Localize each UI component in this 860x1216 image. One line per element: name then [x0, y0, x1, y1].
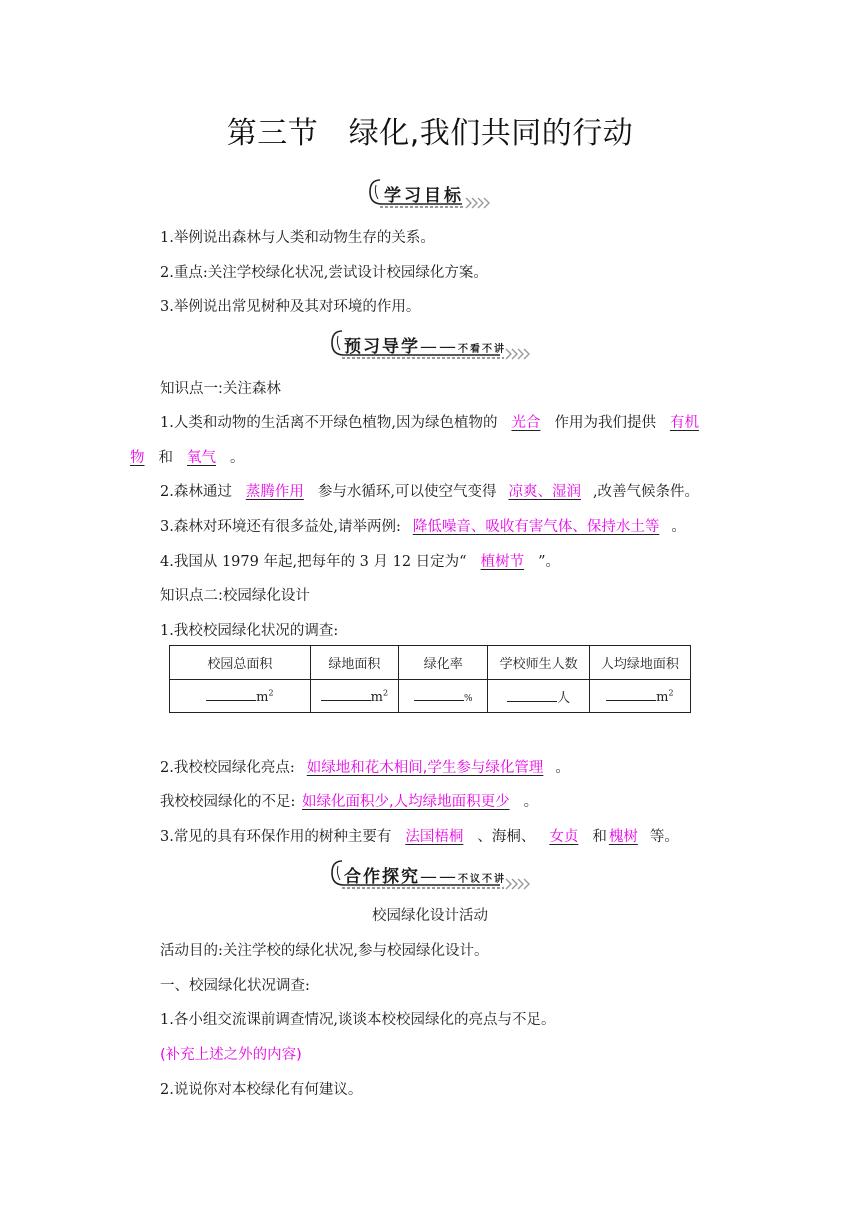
table-cell[interactable]: $m^2$: [589, 680, 690, 713]
table-header: 校园总面积: [170, 646, 311, 680]
objective-item: 2.重点:关注学校绿化状况,尝试设计校园绿化方案。: [160, 265, 488, 281]
question-4: 4.我国从 1979 年起,把每年的 3 月 12 日定为“ 植树节 ”。: [160, 554, 561, 570]
banner-main: 预习导学: [344, 337, 420, 357]
tree-species-line: 3.常见的具有环保作用的树种主要有 法国梧桐 、海桐、 女贞 和 槐树 等。: [160, 829, 679, 845]
question-1-cont: 物 和 氧气 。: [130, 450, 245, 466]
answer-blank: 槐树: [608, 829, 638, 845]
answer-blank: 氧气: [187, 450, 216, 466]
activity-section: 一、校园绿化状况调查:: [160, 978, 310, 994]
table-header: 绿化率: [399, 646, 488, 680]
shortcoming-line: 我校校园绿化的不足: 如绿化面积少,人均绿地面积更少 。: [160, 794, 539, 810]
table-header: 绿地面积: [310, 646, 398, 680]
table-cell[interactable]: %: [399, 680, 488, 713]
activity-title: 校园绿化设计活动: [372, 908, 488, 924]
answer-blank: 降低噪音、吸收有害气体、保持水土等: [412, 519, 660, 535]
question-3: 3.森林对环境还有很多益处,请举两例: 降低噪音、吸收有害气体、保持水土等 。: [160, 519, 686, 535]
highlight-line: 2.我校校园绿化亮点: 如绿地和花木相间,学生参与绿化管理 。: [160, 760, 570, 776]
table-header: 学校师生人数: [488, 646, 589, 680]
activity-purpose: 活动目的:关注学校的绿化状况,参与校园绿化设计。: [160, 943, 489, 959]
activity-step: 1.各小组交流课前调查情况,谈谈本校校园绿化的亮点与不足。: [160, 1012, 556, 1028]
section-banner-objectives: [366, 176, 492, 210]
table-cell[interactable]: $m^2$: [170, 680, 311, 713]
answer-blank: 物: [130, 450, 145, 466]
answer-blank: 如绿地和花木相间,学生参与绿化管理: [306, 760, 544, 776]
banner-title: [344, 862, 506, 887]
section-banner-cooperate: [328, 857, 532, 891]
table-cell[interactable]: 人: [488, 680, 589, 713]
supplement-note: (补充上述之外的内容): [160, 1047, 302, 1063]
banner-title: 学习目标: [384, 186, 464, 206]
question-1: 1.人类和动物的生活离不开绿色植物,因为绿色植物的 光合 作用为我们提供 有机: [160, 415, 699, 431]
answer-blank: 植树节: [480, 554, 525, 570]
answer-blank: 光合: [511, 415, 541, 431]
table-cell[interactable]: $m^2$: [310, 680, 398, 713]
answer-blank: 女贞: [549, 829, 579, 845]
banner-tail: 不议不讲: [458, 874, 506, 885]
survey-label: 1.我校校园绿化状况的调查:: [160, 623, 339, 639]
banner-dash: ——: [420, 337, 458, 357]
activity-step: 2.说说你对本校绿化有何建议。: [160, 1082, 363, 1098]
question-2: 2.森林通过 蒸腾作用 参与水循环,可以使空气变得 凉爽、湿润 ,改善气候条件。: [160, 484, 700, 500]
kp2-heading: 知识点二:校园绿化设计: [160, 588, 310, 604]
objective-item: 3.举例说出常见树种及其对环境的作用。: [160, 299, 421, 315]
objective-item: 1.举例说出森林与人类和动物生存的关系。: [160, 230, 435, 246]
survey-table: [169, 645, 691, 713]
section-banner-preview: [328, 327, 532, 361]
answer-blank: 如绿化面积少,人均绿地面积更少: [302, 794, 510, 810]
banner-tail: 不看不讲: [458, 344, 506, 355]
answer-blank: 蒸腾作用: [245, 484, 304, 500]
answer-blank: 凉爽、湿润: [508, 484, 581, 500]
table-header: 人均绿地面积: [589, 646, 690, 680]
kp1-heading: 知识点一:关注森林: [160, 381, 281, 397]
answer-blank: 有机: [669, 415, 699, 431]
banner-title: [344, 332, 506, 357]
answer-blank: 法国梧桐: [405, 829, 464, 845]
banner-dash: ——: [420, 867, 458, 887]
page-title: 第三节 绿化,我们共同的行动: [226, 116, 634, 151]
banner-main: 合作探究: [344, 867, 420, 887]
